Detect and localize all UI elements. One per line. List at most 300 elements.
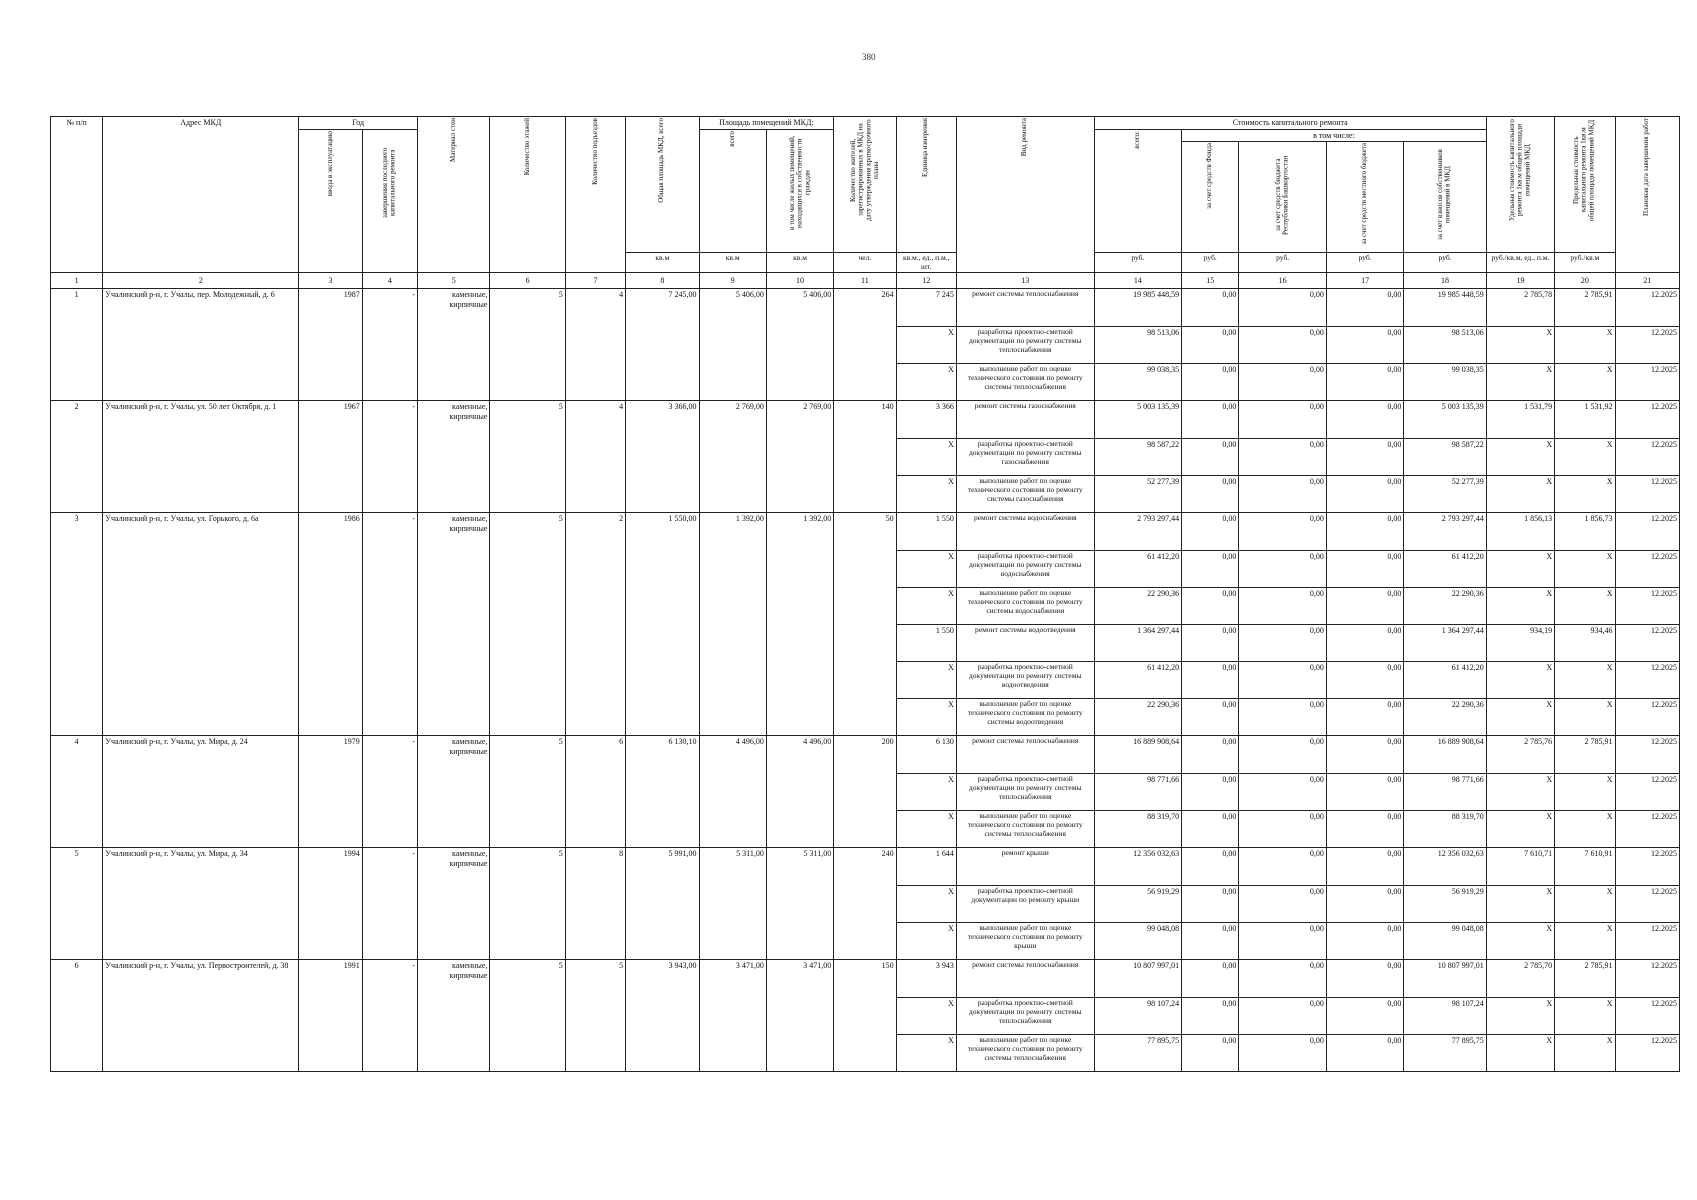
cost-owners: 10 807 997,01 (1404, 960, 1486, 998)
cost-owners: 19 985 448,59 (1404, 289, 1486, 327)
house-total-area: 1 550,00 (626, 513, 699, 736)
max-cost: X (1555, 886, 1615, 923)
cost-total: 98 771,66 (1094, 774, 1181, 811)
column-number: 17 (1326, 273, 1403, 289)
cost-republic: 0,00 (1239, 811, 1326, 848)
cost-owners: 99 048,08 (1404, 923, 1486, 960)
house-number: 6 (51, 960, 103, 1072)
cost-owners: 2 793 297,44 (1404, 513, 1486, 551)
max-cost: 1 856,73 (1555, 513, 1615, 551)
house-year: 1986 (299, 513, 362, 736)
cost-fond: 0,00 (1182, 923, 1239, 960)
column-number: 8 (626, 273, 699, 289)
work-type: выполнение работ по оценке технического состояния по ремонту системы водоснабжения (956, 588, 1094, 625)
unit-cost: 2 785,70 (1486, 960, 1554, 998)
column-number: 20 (1555, 273, 1615, 289)
cost-republic: 0,00 (1239, 886, 1326, 923)
unit-cost: X (1486, 588, 1554, 625)
max-cost: X (1555, 364, 1615, 401)
planned-date: 12.2025 (1615, 327, 1680, 364)
planned-date: 12.2025 (1615, 513, 1680, 551)
cost-local: 0,00 (1326, 364, 1403, 401)
unit-cost: X (1486, 998, 1554, 1035)
unit-cost: X (1486, 439, 1554, 476)
column-number: 14 (1094, 273, 1181, 289)
house-entrances: 4 (565, 401, 625, 513)
cost-total: 16 889 908,64 (1094, 736, 1181, 774)
table-row (51, 848, 1680, 886)
work-quantity: X (896, 699, 956, 736)
cost-local: 0,00 (1326, 923, 1403, 960)
house-wall-material: каменные, кирпичные (418, 960, 490, 1072)
header-address: Адрес МКД (103, 117, 299, 273)
max-cost: X (1555, 998, 1615, 1035)
cost-fond: 0,00 (1182, 401, 1239, 439)
cost-owners: 22 290,36 (1404, 588, 1486, 625)
cost-total: 98 107,24 (1094, 998, 1181, 1035)
house-number: 2 (51, 401, 103, 513)
planned-date: 12.2025 (1615, 699, 1680, 736)
header-fund-fond: за счет средств Фонда (1182, 142, 1239, 253)
planned-date: 12.2025 (1615, 439, 1680, 476)
max-cost: X (1555, 439, 1615, 476)
column-number: 7 (565, 273, 625, 289)
house-last-repair: - (362, 736, 417, 848)
column-number: 9 (699, 273, 766, 289)
cost-republic: 0,00 (1239, 551, 1326, 588)
unit-rub-local: руб. (1326, 253, 1403, 273)
unit-total-area: кв.м (626, 253, 699, 273)
cost-republic: 0,00 (1239, 923, 1326, 960)
cost-local: 0,00 (1326, 848, 1403, 886)
house-premises-total: 5 406,00 (699, 289, 766, 401)
unit-cost: 1 856,13 (1486, 513, 1554, 551)
work-quantity: X (896, 998, 956, 1035)
cost-owners: 98 587,22 (1404, 439, 1486, 476)
cost-fond: 0,00 (1182, 811, 1239, 848)
cost-fond: 0,00 (1182, 551, 1239, 588)
cost-local: 0,00 (1326, 699, 1403, 736)
column-number: 2 (103, 273, 299, 289)
cost-republic: 0,00 (1239, 476, 1326, 513)
max-cost: X (1555, 923, 1615, 960)
cost-republic: 0,00 (1239, 998, 1326, 1035)
work-type: ремонт системы водоснабжения (956, 513, 1094, 551)
max-cost: 1 531,92 (1555, 401, 1615, 439)
cost-republic: 0,00 (1239, 736, 1326, 774)
cost-total: 99 038,35 (1094, 364, 1181, 401)
house-year: 1979 (299, 736, 362, 848)
unit-premises-residents: кв.м (766, 253, 833, 273)
cost-local: 0,00 (1326, 662, 1403, 699)
cost-republic: 0,00 (1239, 439, 1326, 476)
column-number-row (51, 273, 1680, 289)
work-type: ремонт системы водоотведения (956, 625, 1094, 662)
header-fund-owners: за счет взносов собственников помещений в МКД (1404, 142, 1486, 253)
work-type: ремонт системы газоснабжения (956, 401, 1094, 439)
header-num: № п/п (51, 117, 103, 273)
column-number: 16 (1239, 273, 1326, 289)
work-quantity: 1 644 (896, 848, 956, 886)
work-quantity: X (896, 364, 956, 401)
cost-owners: 22 290,36 (1404, 699, 1486, 736)
cost-local: 0,00 (1326, 588, 1403, 625)
work-quantity: 1 550 (896, 513, 956, 551)
house-entrances: 5 (565, 960, 625, 1072)
cost-owners: 52 277,39 (1404, 476, 1486, 513)
house-floors: 5 (490, 736, 565, 848)
cost-fond: 0,00 (1182, 513, 1239, 551)
cost-local: 0,00 (1326, 551, 1403, 588)
column-number: 21 (1615, 273, 1680, 289)
planned-date: 12.2025 (1615, 289, 1680, 327)
unit-cost: X (1486, 886, 1554, 923)
max-cost: 7 610,91 (1555, 848, 1615, 886)
cost-owners: 61 412,20 (1404, 551, 1486, 588)
capital-repair-table (50, 116, 1680, 1072)
column-number: 11 (834, 273, 896, 289)
house-premises-residents: 1 392,00 (766, 513, 833, 736)
house-address: Учалинский р-н, г. Учалы, пер. Молодежный, д. 6 (103, 289, 299, 401)
cost-total: 77 895,75 (1094, 1035, 1181, 1072)
work-type: разработка проектно-сметной документации по ремонту системы газоснабжения (956, 439, 1094, 476)
unit-cost: X (1486, 476, 1554, 513)
cost-owners: 61 412,20 (1404, 662, 1486, 699)
house-premises-residents: 2 769,00 (766, 401, 833, 513)
house-residents: 200 (834, 736, 896, 848)
planned-date: 12.2025 (1615, 476, 1680, 513)
page-number: 380 (862, 52, 876, 62)
cost-local: 0,00 (1326, 327, 1403, 364)
house-premises-total: 4 496,00 (699, 736, 766, 848)
work-quantity: X (896, 1035, 956, 1072)
house-year: 1987 (299, 289, 362, 401)
cost-republic: 0,00 (1239, 289, 1326, 327)
unit-cost: X (1486, 923, 1554, 960)
max-cost: X (1555, 588, 1615, 625)
unit-rub-republic: руб. (1239, 253, 1326, 273)
cost-local: 0,00 (1326, 886, 1403, 923)
cost-republic: 0,00 (1239, 699, 1326, 736)
unit-cost: X (1486, 811, 1554, 848)
table-row (51, 289, 1680, 327)
max-cost: X (1555, 662, 1615, 699)
work-quantity: 3 366 (896, 401, 956, 439)
header-planned-date: Плановая дата завершения работ (1615, 117, 1680, 273)
planned-date: 12.2025 (1615, 960, 1680, 998)
house-wall-material: каменные, кирпичные (418, 513, 490, 736)
cost-owners: 77 895,75 (1404, 1035, 1486, 1072)
unit-cost: X (1486, 774, 1554, 811)
house-wall-material: каменные, кирпичные (418, 736, 490, 848)
work-type: выполнение работ по оценке технического состояния по ремонту системы теплоснабжения (956, 1035, 1094, 1072)
cost-total: 61 412,20 (1094, 662, 1181, 699)
house-address: Учалинский р-н, г. Учалы, ул. Первостроителей, д. 38 (103, 960, 299, 1072)
work-type: выполнение работ по оценке технического состояния по ремонту системы водоотведения (956, 699, 1094, 736)
max-cost: X (1555, 774, 1615, 811)
cost-fond: 0,00 (1182, 699, 1239, 736)
cost-fond: 0,00 (1182, 998, 1239, 1035)
max-cost: 2 785,91 (1555, 960, 1615, 998)
work-type: ремонт системы теплоснабжения (956, 289, 1094, 327)
house-floors: 5 (490, 960, 565, 1072)
cost-total: 2 793 297,44 (1094, 513, 1181, 551)
unit-rub-owners: руб. (1404, 253, 1486, 273)
column-number: 15 (1182, 273, 1239, 289)
unit-cost: X (1486, 327, 1554, 364)
column-number: 1 (51, 273, 103, 289)
unit-premises-total: кв.м (699, 253, 766, 273)
header-total-area: Общая площадь МКД, всего (626, 117, 699, 253)
header-wall-material: Материал стен (418, 117, 490, 273)
cost-total: 12 356 032,63 (1094, 848, 1181, 886)
house-floors: 5 (490, 848, 565, 960)
column-number: 19 (1486, 273, 1554, 289)
cost-local: 0,00 (1326, 960, 1403, 998)
work-quantity: 1 550 (896, 625, 956, 662)
unit-cost: 7 610,71 (1486, 848, 1554, 886)
cost-owners: 16 889 908,64 (1404, 736, 1486, 774)
work-type: ремонт системы теплоснабжения (956, 736, 1094, 774)
cost-fond: 0,00 (1182, 439, 1239, 476)
header-including-group: в том числе: (1182, 130, 1487, 142)
column-number: 13 (956, 273, 1094, 289)
house-residents: 240 (834, 848, 896, 960)
cost-owners: 56 919,29 (1404, 886, 1486, 923)
header-floors: Количество этажей (490, 117, 565, 273)
cost-fond: 0,00 (1182, 662, 1239, 699)
header-repair-type: Вид ремонта (956, 117, 1094, 273)
unit-cost: 2 785,78 (1486, 289, 1554, 327)
column-number: 12 (896, 273, 956, 289)
column-number: 4 (362, 273, 417, 289)
max-cost: X (1555, 699, 1615, 736)
cost-local: 0,00 (1326, 998, 1403, 1035)
planned-date: 12.2025 (1615, 625, 1680, 662)
cost-total: 52 277,39 (1094, 476, 1181, 513)
work-type: выполнение работ по оценке технического состояния по ремонту системы теплоснабжения (956, 811, 1094, 848)
cost-owners: 88 319,70 (1404, 811, 1486, 848)
header-premises-residents: в том числе жилых помещений, находящихся в собственности граждан (766, 130, 833, 253)
table-header (51, 117, 1680, 273)
cost-fond: 0,00 (1182, 1035, 1239, 1072)
header-premises-group: Площадь помещений МКД: (699, 117, 834, 130)
table-row (51, 513, 1680, 551)
cost-total: 5 003 135,39 (1094, 401, 1181, 439)
house-floors: 5 (490, 401, 565, 513)
house-total-area: 6 130,10 (626, 736, 699, 848)
unit-cost: X (1486, 1035, 1554, 1072)
cost-fond: 0,00 (1182, 289, 1239, 327)
unit-cost: X (1486, 662, 1554, 699)
max-cost: X (1555, 476, 1615, 513)
cost-total: 56 919,29 (1094, 886, 1181, 923)
cost-owners: 1 364 297,44 (1404, 625, 1486, 662)
column-number: 18 (1404, 273, 1486, 289)
column-number: 6 (490, 273, 565, 289)
header-fund-republic: за счет средств бюджета Республики Башкортостан (1239, 142, 1326, 253)
work-quantity: X (896, 886, 956, 923)
work-quantity: X (896, 923, 956, 960)
unit-rub-fond: руб. (1182, 253, 1239, 273)
header-unit-cost: Удельная стоимость капитального ремонта 1кв.м общей площади помещений МКД (1486, 117, 1554, 253)
header-year-group: Год (299, 117, 418, 130)
house-premises-total: 3 471,00 (699, 960, 766, 1072)
max-cost: X (1555, 551, 1615, 588)
cost-republic: 0,00 (1239, 513, 1326, 551)
house-residents: 50 (834, 513, 896, 736)
planned-date: 12.2025 (1615, 774, 1680, 811)
work-type: ремонт крыши (956, 848, 1094, 886)
header-year-last-repair: завершения последнего капитального ремонта (362, 130, 417, 273)
work-type: выполнение работ по оценке технического состояния по ремонту системы теплоснабжения (956, 364, 1094, 401)
planned-date: 12.2025 (1615, 662, 1680, 699)
header-fund-local: за счет средств местного бюджета (1326, 142, 1403, 253)
work-quantity: X (896, 811, 956, 848)
table-body (51, 273, 1680, 1072)
work-quantity: X (896, 439, 956, 476)
house-address: Учалинский р-н, г. Учалы, ул. Мира, д. 24 (103, 736, 299, 848)
header-residents: Количество жителей, зарегистрированных в МКД на дату утверждения краткосрочного плана (834, 117, 896, 253)
work-type: выполнение работ по оценке технического состояния по ремонту крыши (956, 923, 1094, 960)
cost-republic: 0,00 (1239, 588, 1326, 625)
header-max-cost: Предельная стоимость капитального ремонта 1кв.м общей площади помещений МКД (1555, 117, 1615, 253)
house-floors: 5 (490, 289, 565, 401)
work-type: выполнение работ по оценке технического состояния по ремонту системы газоснабжения (956, 476, 1094, 513)
max-cost: 2 785,91 (1555, 289, 1615, 327)
cost-local: 0,00 (1326, 476, 1403, 513)
unit-cost: X (1486, 364, 1554, 401)
house-year: 1991 (299, 960, 362, 1072)
unit-cost: X (1486, 551, 1554, 588)
cost-fond: 0,00 (1182, 625, 1239, 662)
unit-cost: 2 785,76 (1486, 736, 1554, 774)
cost-owners: 98 107,24 (1404, 998, 1486, 1035)
house-entrances: 8 (565, 848, 625, 960)
house-residents: 264 (834, 289, 896, 401)
house-total-area: 3 943,00 (626, 960, 699, 1072)
cost-fond: 0,00 (1182, 848, 1239, 886)
planned-date: 12.2025 (1615, 736, 1680, 774)
house-last-repair: - (362, 960, 417, 1072)
max-cost: X (1555, 1035, 1615, 1072)
work-type: разработка проектно-сметной документации по ремонту системы водоотведения (956, 662, 1094, 699)
cost-republic: 0,00 (1239, 327, 1326, 364)
house-premises-total: 5 311,00 (699, 848, 766, 960)
header-cost-group: Стоимость капитального ремонта (1094, 117, 1486, 130)
house-premises-residents: 4 496,00 (766, 736, 833, 848)
work-quantity: 3 943 (896, 960, 956, 998)
cost-republic: 0,00 (1239, 848, 1326, 886)
unit-cost: X (1486, 699, 1554, 736)
planned-date: 12.2025 (1615, 364, 1680, 401)
cost-republic: 0,00 (1239, 364, 1326, 401)
cost-local: 0,00 (1326, 289, 1403, 327)
work-type: разработка проектно-сметной документации по ремонту системы теплоснабжения (956, 998, 1094, 1035)
house-premises-total: 2 769,00 (699, 401, 766, 513)
cost-fond: 0,00 (1182, 364, 1239, 401)
house-wall-material: каменные, кирпичные (418, 289, 490, 401)
unit-cost: 1 531,79 (1486, 401, 1554, 439)
planned-date: 12.2025 (1615, 588, 1680, 625)
planned-date: 12.2025 (1615, 848, 1680, 886)
header-premises-total: всего (699, 130, 766, 253)
cost-total: 99 048,08 (1094, 923, 1181, 960)
cost-owners: 98 513,06 (1404, 327, 1486, 364)
house-entrances: 2 (565, 513, 625, 736)
work-quantity: 6 130 (896, 736, 956, 774)
work-quantity: X (896, 476, 956, 513)
max-cost: 2 785,91 (1555, 736, 1615, 774)
cost-fond: 0,00 (1182, 886, 1239, 923)
cost-local: 0,00 (1326, 513, 1403, 551)
column-number: 3 (299, 273, 362, 289)
cost-fond: 0,00 (1182, 476, 1239, 513)
house-last-repair: - (362, 848, 417, 960)
cost-local: 0,00 (1326, 811, 1403, 848)
house-last-repair: - (362, 401, 417, 513)
house-address: Учалинский р-н, г. Учалы, ул. Мира, д. 34 (103, 848, 299, 960)
cost-fond: 0,00 (1182, 774, 1239, 811)
work-type: разработка проектно-сметной документации по ремонту крыши (956, 886, 1094, 923)
unit-cost: 934,19 (1486, 625, 1554, 662)
house-wall-material: каменные, кирпичные (418, 401, 490, 513)
cost-total: 19 985 448,59 (1094, 289, 1181, 327)
cost-local: 0,00 (1326, 439, 1403, 476)
work-quantity: X (896, 588, 956, 625)
work-quantity: 7 245 (896, 289, 956, 327)
house-premises-residents: 3 471,00 (766, 960, 833, 1072)
work-quantity: X (896, 551, 956, 588)
column-number: 10 (766, 273, 833, 289)
cost-republic: 0,00 (1239, 625, 1326, 662)
cost-owners: 99 038,35 (1404, 364, 1486, 401)
house-premises-residents: 5 406,00 (766, 289, 833, 401)
cost-fond: 0,00 (1182, 736, 1239, 774)
cost-total: 22 290,36 (1094, 699, 1181, 736)
unit-people: чел. (834, 253, 896, 273)
house-residents: 140 (834, 401, 896, 513)
cost-total: 98 513,06 (1094, 327, 1181, 364)
house-premises-total: 1 392,00 (699, 513, 766, 736)
table-row (51, 736, 1680, 774)
house-residents: 150 (834, 960, 896, 1072)
header-year-commissioning: ввода в эксплуатацию (299, 130, 362, 273)
cost-total: 98 587,22 (1094, 439, 1181, 476)
planned-date: 12.2025 (1615, 1035, 1680, 1072)
house-total-area: 5 991,00 (626, 848, 699, 960)
cost-local: 0,00 (1326, 736, 1403, 774)
unit-measure: кв.м., ед., п.м., шт. (896, 253, 956, 273)
house-entrances: 6 (565, 736, 625, 848)
house-wall-material: каменные, кирпичные (418, 848, 490, 960)
house-number: 3 (51, 513, 103, 736)
cost-total: 1 364 297,44 (1094, 625, 1181, 662)
cost-total: 88 319,70 (1094, 811, 1181, 848)
unit-rub-total: руб. (1094, 253, 1181, 273)
cost-owners: 5 003 135,39 (1404, 401, 1486, 439)
planned-date: 12.2025 (1615, 998, 1680, 1035)
header-unit: Единица измерения (896, 117, 956, 253)
planned-date: 12.2025 (1615, 886, 1680, 923)
cost-local: 0,00 (1326, 625, 1403, 662)
header-entrances: Количество подъездов (565, 117, 625, 273)
cost-total: 22 290,36 (1094, 588, 1181, 625)
work-quantity: X (896, 662, 956, 699)
house-number: 1 (51, 289, 103, 401)
house-year: 1967 (299, 401, 362, 513)
house-floors: 5 (490, 513, 565, 736)
